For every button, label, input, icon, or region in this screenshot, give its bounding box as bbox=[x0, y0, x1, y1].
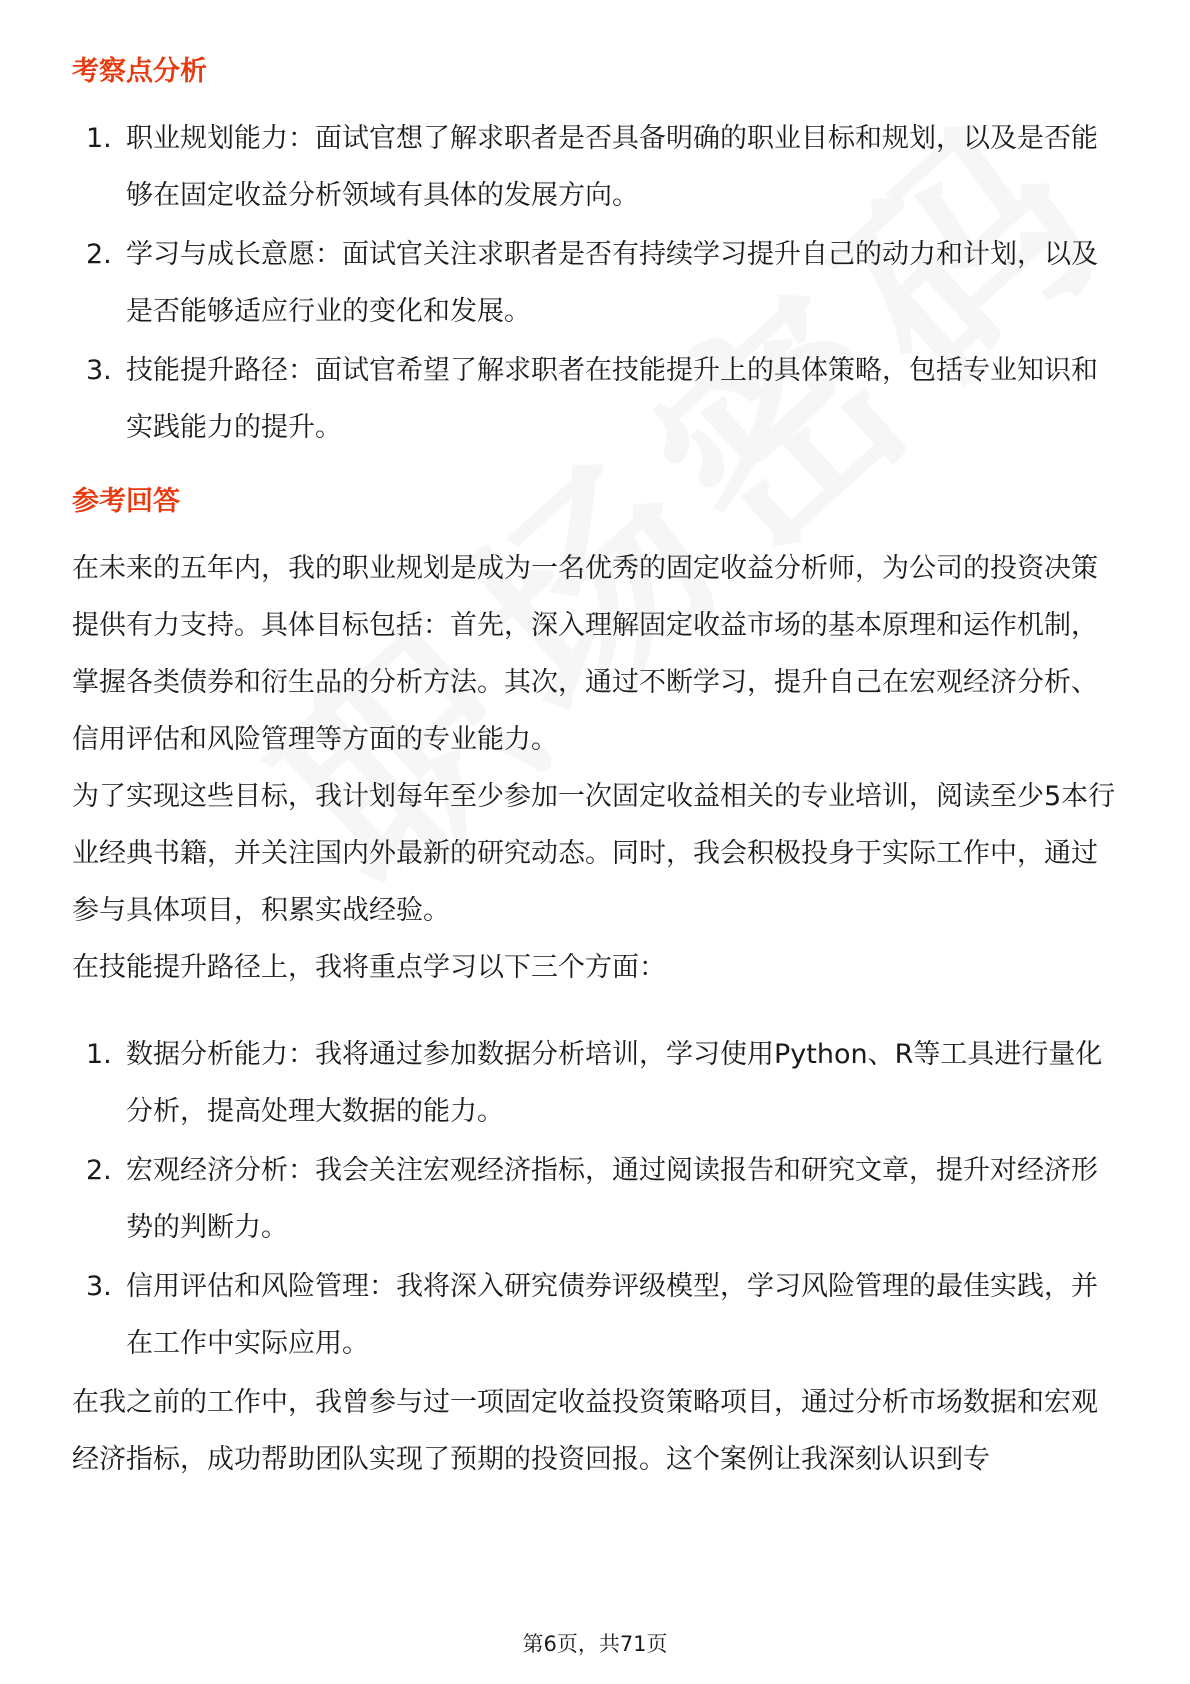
analysis-heading: 考察点分析 bbox=[72, 56, 207, 87]
answer-heading: 参考回答 bbox=[72, 486, 180, 517]
list-item-text: 信用评估和风险管理：我将深入研究债券评级模型，学习风险管理的最佳实践，并在工作中实际应用。 bbox=[126, 1271, 1098, 1359]
answer-paragraph: 为了实现这些目标，我计划每年至少参加一次固定收益相关的专业培训，阅读至少5本行业经典书籍，并关注国内外最新的研究动态。同时，我会积极投身于实际工作中，通过参与具体项目，积累实战经验。 bbox=[72, 781, 1116, 926]
list-number: 3. bbox=[86, 355, 112, 386]
answer-paragraph: 在技能提升路径上，我将重点学习以下三个方面： bbox=[72, 952, 666, 983]
page-content bbox=[72, 48, 1122, 1488]
list-item bbox=[72, 342, 1122, 456]
analysis-list bbox=[72, 110, 1122, 456]
list-item bbox=[72, 1258, 1122, 1372]
list-item-text: 学习与成长意愿：面试官关注求职者是否有持续学习提升自己的动力和计划，以及是否能够适应行业的变化和发展。 bbox=[126, 239, 1098, 327]
list-item-text: 技能提升路径：面试官希望了解求职者在技能提升上的具体策略，包括专业知识和实践能力的提升。 bbox=[126, 355, 1098, 443]
list-item bbox=[72, 110, 1122, 224]
list-item-text: 宏观经济分析：我会关注宏观经济指标，通过阅读报告和研究文章，提升对经济形势的判断力。 bbox=[126, 1155, 1098, 1243]
list-number: 1. bbox=[86, 1039, 112, 1070]
list-item bbox=[72, 1026, 1122, 1140]
list-number: 2. bbox=[86, 239, 112, 270]
answer-paragraph: 在我之前的工作中，我曾参与过一项固定收益投资策略项目，通过分析市场数据和宏观经济指标，成功帮助团队实现了预期的投资回报。这个案例让我深刻认识到专 bbox=[72, 1387, 1098, 1475]
list-item-text: 数据分析能力：我将通过参加数据分析培训，学习使用Python、R等工具进行量化分析，提高处理大数据的能力。 bbox=[126, 1039, 1103, 1127]
list-number: 3. bbox=[86, 1271, 112, 1302]
skills-list bbox=[72, 1026, 1122, 1372]
list-number: 2. bbox=[86, 1155, 112, 1186]
answer-paragraph: 在未来的五年内，我的职业规划是成为一名优秀的固定收益分析师，为公司的投资决策提供有力支持。具体目标包括：首先，深入理解固定收益市场的基本原理和运作机制，掌握各类债券和衍生品的分析方法。其次，通过不断学习，提升自己在宏观经济分析、信用评估和风险管理等方面的专业能力。 bbox=[72, 553, 1098, 755]
list-item-text: 职业规划能力：面试官想了解求职者是否具备明确的职业目标和规划，以及是否能够在固定收益分析领域有具体的发展方向。 bbox=[126, 123, 1098, 211]
list-item bbox=[72, 1142, 1122, 1256]
list-item bbox=[72, 226, 1122, 340]
list-number: 1. bbox=[86, 123, 112, 154]
page-number: 第6页，共71页 bbox=[522, 1632, 668, 1656]
